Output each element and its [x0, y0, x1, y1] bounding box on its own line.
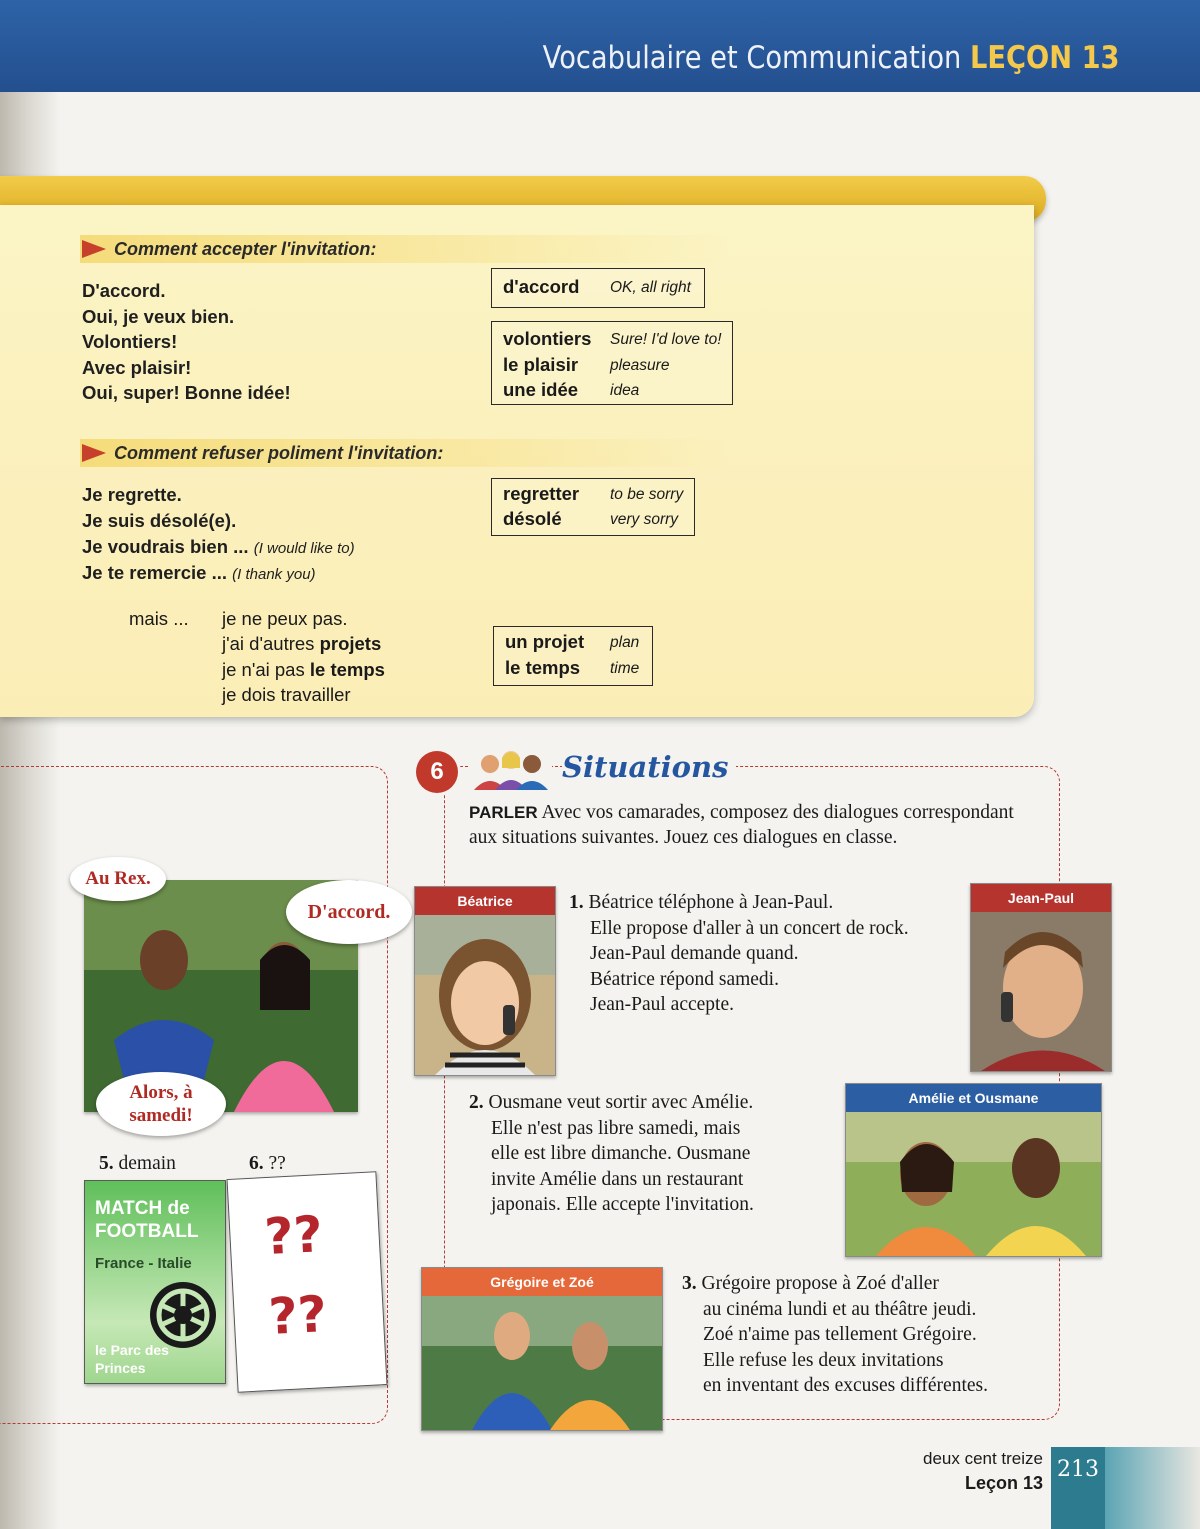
activity-number: 6 — [416, 751, 458, 793]
glossary-translation: Sure! I'd love to! — [610, 331, 722, 348]
glossary-translation: OK, all right — [610, 279, 691, 296]
page-number: 213 — [1051, 1447, 1105, 1529]
mais-option: je dois travailler — [222, 684, 351, 705]
arrow-right-icon — [82, 444, 106, 462]
glossary-row — [503, 379, 640, 401]
jean-paul-photo-image — [971, 912, 1111, 1071]
glossary-box — [491, 321, 733, 405]
accept-phrase: Volontiers! — [82, 331, 178, 352]
glossary-word: désolé — [503, 508, 562, 529]
people-group-icon — [470, 746, 552, 794]
refuse-heading-bar — [80, 439, 730, 467]
beatrice-photo-image — [415, 915, 555, 1075]
situations-instruction: PARLER Avec vos camarades, composez des dialogues correspondant aux situations suivantes. Jouez ces dialogues en classe. — [469, 802, 1014, 848]
glossary-row — [503, 276, 691, 298]
photo-jean-paul — [970, 883, 1112, 1072]
accept-phrase: Oui, je veux bien. — [82, 306, 235, 327]
question-marks: ?? — [267, 1285, 329, 1347]
glossary-translation: time — [610, 660, 640, 677]
refuse-phrase: Je voudrais bien ... (I would like to) — [82, 536, 355, 557]
photo-gregoire-zoe — [421, 1267, 663, 1431]
phrase-gloss: (I thank you) — [232, 566, 316, 583]
question-card — [227, 1171, 388, 1393]
arrow-right-icon — [82, 240, 106, 258]
football-ticket — [84, 1180, 226, 1384]
glossary-row — [505, 657, 640, 679]
glossary-translation: pleasure — [610, 357, 670, 374]
photo-label: Amélie et Ousmane — [846, 1084, 1101, 1112]
page-header — [0, 0, 1200, 92]
ticket-teams: France - Italie — [95, 1255, 192, 1272]
glossary-word: volontiers — [503, 328, 592, 349]
left-item-5: 5. demain — [99, 1153, 176, 1174]
glossary-translation: idea — [610, 382, 640, 399]
question-marks: ?? — [263, 1205, 325, 1267]
photo-label: Jean-Paul — [971, 884, 1111, 912]
speech-bubble-daccord: D'accord. — [286, 880, 412, 944]
situation-item-2: 2. Ousmane veut sortir avec Amélie. Elle n'est pas libre samedi, mais elle est libre dimanche. Ousmane invite Amélie dans un restaurant japonais. Elle accepte l'invitation. — [469, 1092, 754, 1215]
mais-option: je ne peux pas. — [222, 608, 348, 629]
accept-phrase: Oui, super! Bonne idée! — [82, 382, 291, 403]
glossary-word: regretter — [503, 483, 580, 504]
glossary-row — [505, 631, 640, 653]
refuse-heading: Comment refuser poliment l'invitation: — [114, 443, 444, 463]
situations-title: Situations — [562, 750, 736, 784]
mais-label: mais ... — [129, 608, 189, 629]
glossary-translation: to be sorry — [610, 486, 684, 503]
left-item-6: 6. ?? — [249, 1153, 286, 1174]
glossary-word: le plaisir — [503, 354, 579, 375]
footer-lesson: Leçon 13 — [964, 1473, 1043, 1493]
glossary-word: une idée — [503, 379, 579, 400]
photo-beatrice — [414, 886, 556, 1076]
page-edge-strip — [1105, 1447, 1200, 1529]
phrase-gloss: (I would like to) — [253, 540, 355, 557]
refuse-phrase: Je suis désolé(e). — [82, 510, 237, 531]
accept-heading-bar — [80, 235, 730, 263]
glossary-translation: plan — [610, 634, 640, 651]
glossary-row — [503, 483, 684, 505]
header-lesson: LEÇON 13 — [970, 40, 1120, 76]
page-number-words: deux cent treize — [922, 1449, 1043, 1468]
accept-phrase: D'accord. — [82, 280, 166, 301]
refuse-phrase: Je te remercie ... (I thank you) — [82, 562, 316, 583]
amelie-ousmane-photo-image — [846, 1112, 1101, 1256]
mais-option: j'ai d'autres projets — [222, 633, 382, 654]
glossary-row — [503, 354, 670, 376]
glossary-word: un projet — [505, 631, 585, 652]
glossary-box — [491, 478, 695, 536]
photo-label: Béatrice — [415, 887, 555, 915]
photo-label: Grégoire et Zoé — [422, 1268, 662, 1296]
glossary-box — [491, 268, 705, 308]
speech-bubble-alors: Alors, à samedi! — [96, 1072, 226, 1136]
glossary-word: d'accord — [503, 276, 580, 297]
glossary-box — [493, 626, 653, 686]
speech-bubble-au-rex: Au Rex. — [70, 857, 166, 901]
glossary-row — [503, 508, 679, 530]
instruction-label: PARLER — [469, 803, 538, 822]
glossary-translation: very sorry — [610, 511, 679, 528]
header-title-text: Vocabulaire et Communication — [543, 40, 962, 76]
refuse-phrase: Je regrette. — [82, 484, 182, 505]
header-title — [543, 40, 1120, 76]
situation-item-1: 1. Béatrice téléphone à Jean-Paul. Elle propose d'aller à un concert de rock. Jean-Paul demande quand. Béatrice répond samedi. Jean-Paul accepte. — [569, 892, 909, 1015]
gregoire-zoe-photo-image — [422, 1296, 662, 1430]
accept-heading: Comment accepter l'invitation: — [114, 239, 377, 259]
situation-item-3: 3. Grégoire propose à Zoé d'aller au cinéma lundi et au théâtre jeudi. Zoé n'aime pas tellement Grégoire. Elle refuse les deux invitations en inventant des excuses différentes. — [682, 1273, 988, 1396]
mais-option: je n'ai pas le temps — [222, 659, 385, 680]
ticket-venue: le Parc des Princes — [95, 1342, 169, 1376]
glossary-row — [503, 328, 722, 350]
glossary-word: le temps — [505, 657, 581, 678]
accept-phrase: Avec plaisir! — [82, 357, 192, 378]
ticket-title: MATCH de FOOTBALL — [95, 1198, 199, 1242]
photo-amelie-ousmane — [845, 1083, 1102, 1257]
